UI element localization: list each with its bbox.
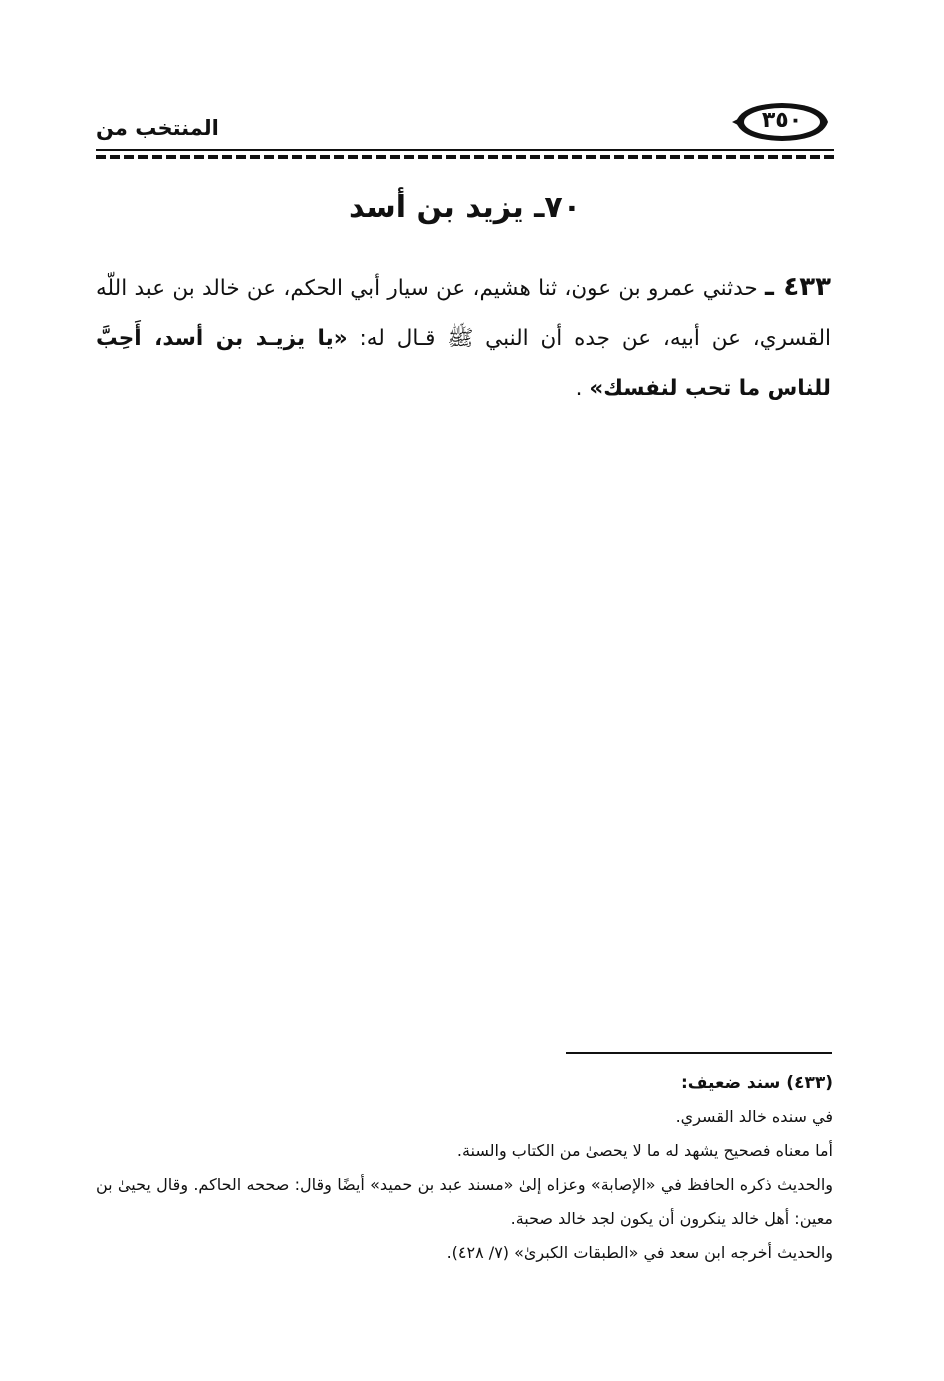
footnote-line: أما معناه فصحيح يشهد له ما لا يحصىٰ من الكتاب والسنة. — [456, 1141, 833, 1160]
hadith-text — [96, 262, 831, 414]
chapter-heading: ٧٠ـ يزيد بن أسد — [348, 190, 582, 225]
hadith-end: . — [575, 376, 583, 401]
page-number: ٣٥٠ — [761, 108, 803, 133]
page-number-badge — [732, 100, 832, 144]
footnote-line: والحديث ذكره الحافظ في «الإصابة» وعزاه إلىٰ «مسند عبد بن حميد» أيضًا وقال: صححه الحاكم. وقال يحيىٰ بن معين: أهل خالد ينكرون أن يكون لجد خالد صحبة. — [96, 1175, 833, 1228]
footnote-heading: (٤٣٣) سند ضعيف: — [680, 1073, 833, 1093]
footnotes — [96, 1066, 833, 1270]
hadith-number: ٤٣٣ ـ — [764, 272, 831, 302]
footnote-line: والحديث أخرجه ابن سعد في «الطبقات الكبرىٰ» (٧/ ٤٢٨). — [446, 1243, 833, 1262]
header-dashed-rule — [96, 155, 834, 159]
hadith-quote: «يا يزيـد بن أسد، أَحِبَّ للناس ما تحب لنفسك» — [96, 326, 831, 401]
footnote-line: في سنده خالد القسري. — [675, 1107, 833, 1126]
hadith-chain: حدثني عمرو بن عون، ثنا هشيم، عن سيار أبي الحكم، عن خالد بن عبد اللّه القسري، عن أبيه، عن جده أن النبي ﷺ قـال له: — [96, 276, 831, 351]
running-header — [96, 96, 834, 156]
footnote-separator — [566, 1052, 832, 1054]
book-title: المنتخب من — [96, 116, 219, 140]
header-rule — [96, 149, 834, 151]
